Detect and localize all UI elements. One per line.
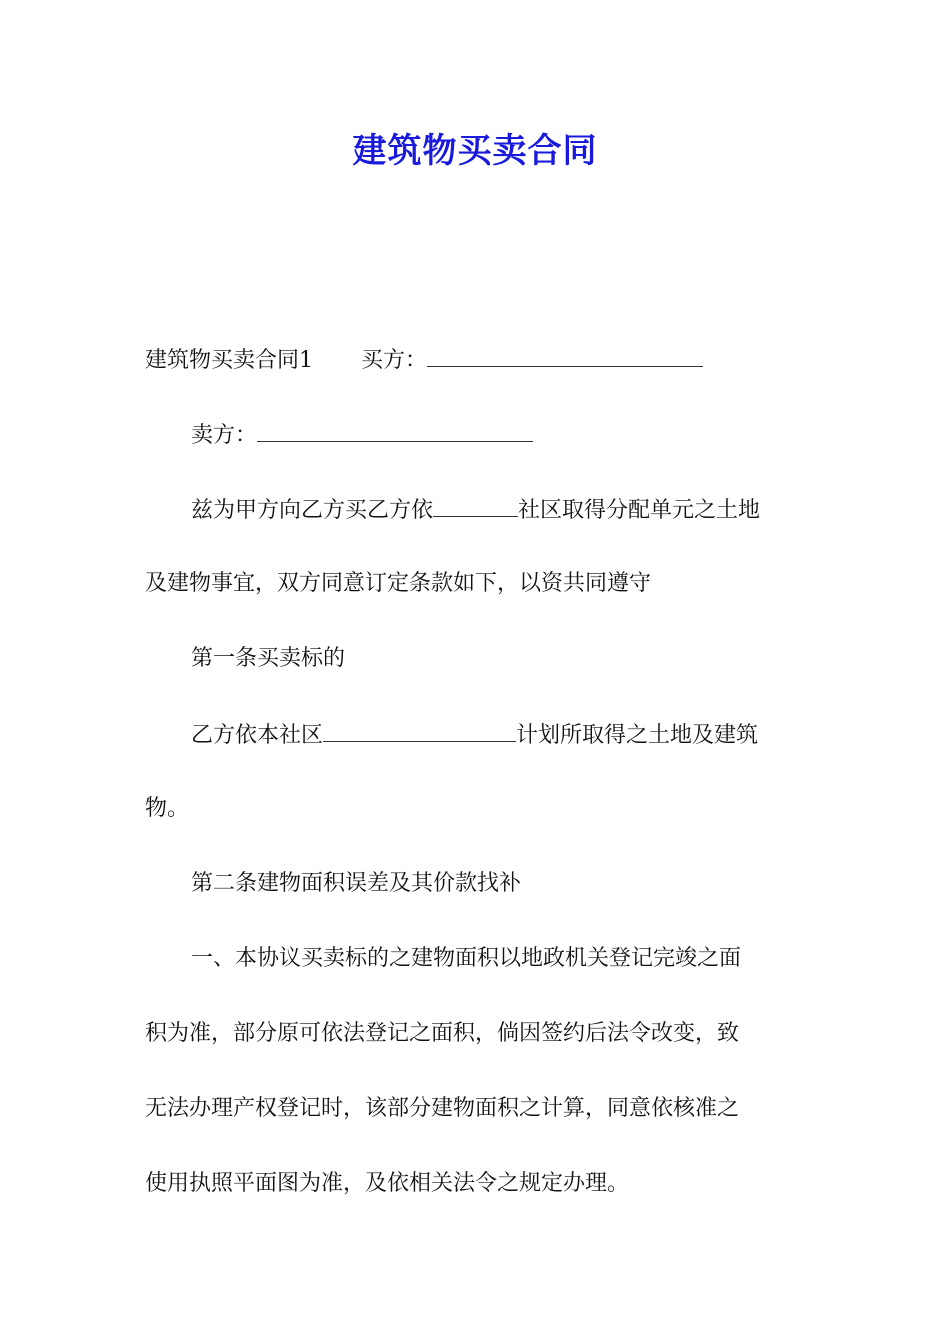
paragraph-line-10: 积为准，部分原可依法登记之面积，倘因签约后法令改变，致 <box>145 1021 740 1046</box>
buyer-blank[interactable] <box>427 344 703 367</box>
contract-number-label: 建筑物买卖合同1 <box>145 348 313 373</box>
line-3-text-b: 社区取得分配单元之土地 <box>518 498 761 523</box>
paragraph-line-9: 一、本协议买卖标的之建物面积以地政机关登记完竣之面 <box>191 946 742 971</box>
seller-blank[interactable] <box>257 419 533 442</box>
article-1-heading: 第一条买卖标的 <box>191 646 346 671</box>
paragraph-line-4: 及建物事宜，双方同意订定条款如下，以资共同遵守 <box>145 571 652 596</box>
document-title: 建筑物买卖合同 <box>352 131 598 171</box>
paragraph-line-6 <box>145 719 856 751</box>
buyer-label: 买方： <box>361 348 428 373</box>
seller-label: 卖方： <box>191 423 258 448</box>
paragraph-line-3 <box>145 494 856 526</box>
paragraph-line-2 <box>145 419 856 451</box>
paragraph-line-12: 使用执照平面图为准，及依相关法令之规定办理。 <box>145 1171 630 1196</box>
article-2-heading: 第二条建物面积误差及其价款找补 <box>191 871 522 896</box>
line-6-text-a: 乙方依本社区 <box>191 723 324 748</box>
line-3-text-a: 兹为甲方向乙方买乙方依 <box>191 498 434 523</box>
paragraph-line-1 <box>145 344 810 376</box>
plan-blank[interactable] <box>323 719 516 742</box>
paragraph-line-11: 无法办理产权登记时，该部分建物面积之计算，同意依核准之 <box>145 1096 740 1121</box>
community-blank[interactable] <box>433 494 518 517</box>
paragraph-line-7: 物。 <box>145 796 190 821</box>
line-6-text-b: 计划所取得之土地及建筑 <box>516 723 759 748</box>
